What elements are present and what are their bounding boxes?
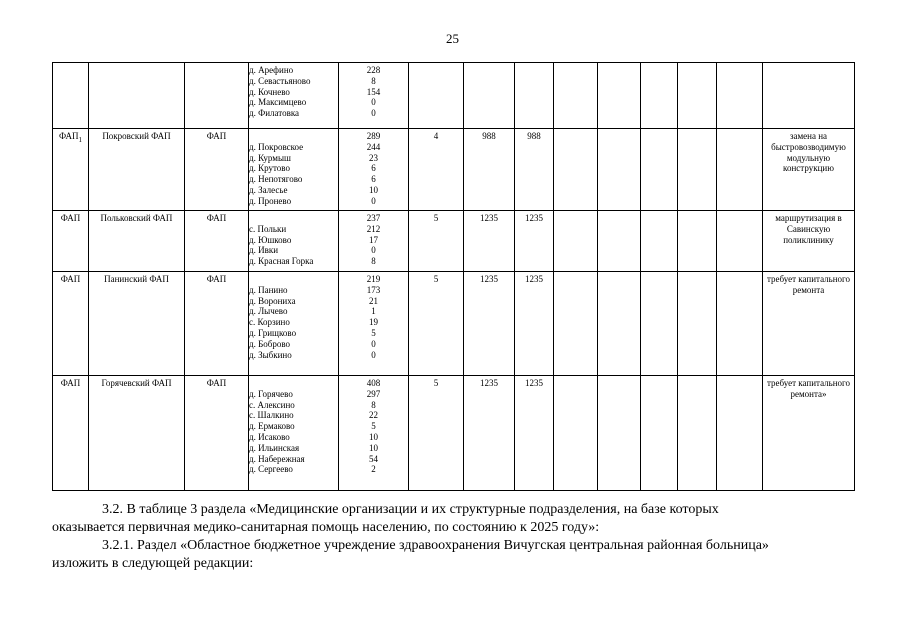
population-value: 228 bbox=[366, 65, 381, 75]
cell-name: Покровский ФАП bbox=[89, 129, 185, 211]
population-value: 0 bbox=[371, 349, 376, 360]
cell-area-2: 988 bbox=[515, 129, 554, 211]
population-value: 8 bbox=[371, 256, 376, 267]
place-name: д. Филатовка bbox=[249, 108, 300, 119]
cell-area: 1235 bbox=[464, 376, 515, 491]
cell-type bbox=[53, 376, 89, 491]
place-name: д. Покровское bbox=[249, 141, 304, 152]
cell-empty bbox=[717, 129, 763, 211]
population-value: 2 bbox=[371, 464, 376, 475]
cell-empty bbox=[598, 272, 641, 376]
place-name: д. Кочнево bbox=[249, 86, 290, 97]
cell-places bbox=[249, 129, 339, 211]
place-name: д. Ермаково bbox=[249, 421, 295, 432]
cell-empty bbox=[641, 63, 678, 129]
place-name: д. Юшково bbox=[249, 234, 292, 245]
cell-places bbox=[249, 272, 339, 376]
table-row bbox=[53, 211, 855, 272]
place-name: д. Набережная bbox=[249, 453, 305, 464]
cell-area bbox=[464, 63, 515, 129]
population-value: 5 bbox=[371, 421, 376, 432]
population-value: 0 bbox=[371, 108, 376, 119]
place-name: д. Севастьяново bbox=[249, 75, 311, 86]
population-value: 6 bbox=[371, 174, 376, 185]
place-name: с. Польки bbox=[249, 223, 287, 234]
cell-area: 1235 bbox=[464, 211, 515, 272]
cell-empty bbox=[554, 129, 598, 211]
cell-empty bbox=[554, 376, 598, 491]
population-value: 244 bbox=[366, 141, 381, 152]
population-value: 8 bbox=[371, 75, 376, 86]
place-name: д. Сергеево bbox=[249, 464, 293, 475]
cell-type bbox=[53, 63, 89, 129]
cell-type-text: ФАП bbox=[60, 274, 81, 284]
cell-population bbox=[339, 129, 409, 211]
cell-kind bbox=[185, 63, 249, 129]
place-name: д. Ивки bbox=[249, 245, 279, 256]
cell-category bbox=[409, 63, 464, 129]
place-name bbox=[249, 274, 338, 285]
cell-kind: ФАП bbox=[185, 376, 249, 491]
place-name: д. Непотягово bbox=[249, 174, 303, 185]
cell-note: маршрутизация в Савинскую поликлинику bbox=[763, 211, 855, 272]
paragraph-3-2-1: 3.2.1. Раздел «Областное бюджетное учреждение здравоохранения Вичугская центральная районная больница» bbox=[102, 538, 769, 553]
cell-places bbox=[249, 376, 339, 491]
cell-type bbox=[53, 129, 89, 211]
place-name: с. Алексино bbox=[249, 399, 295, 410]
population-value: 10 bbox=[369, 431, 378, 442]
cell-empty bbox=[641, 272, 678, 376]
cell-note: требует капитального ремонта» bbox=[763, 376, 855, 491]
cell-places bbox=[249, 63, 339, 129]
cell-places bbox=[249, 211, 339, 272]
population-value: 212 bbox=[366, 223, 381, 234]
place-name bbox=[249, 213, 338, 224]
cell-type-text: ФАП bbox=[58, 131, 79, 141]
place-name: д. Курмыш bbox=[249, 152, 291, 163]
cell-population bbox=[339, 63, 409, 129]
place-name: д. Крутово bbox=[249, 163, 290, 174]
cell-name bbox=[89, 63, 185, 129]
place-name: д. Панино bbox=[249, 284, 288, 295]
cell-kind: ФАП bbox=[185, 272, 249, 376]
cell-area: 988 bbox=[464, 129, 515, 211]
place-name: д. Ильинская bbox=[249, 442, 300, 453]
cell-empty bbox=[554, 63, 598, 129]
place-name: д. Ворониха bbox=[249, 295, 296, 306]
place-name: д. Исаково bbox=[249, 431, 290, 442]
population-value: 0 bbox=[371, 245, 376, 256]
place-name: д. Боброво bbox=[249, 338, 291, 349]
population-value: 173 bbox=[366, 284, 381, 295]
population-value: 17 bbox=[369, 234, 378, 245]
place-name: д. Арефино bbox=[249, 65, 294, 75]
population-value: 297 bbox=[366, 388, 381, 399]
population-value: 154 bbox=[366, 86, 381, 97]
place-name bbox=[249, 378, 338, 389]
population-value: 289 bbox=[366, 131, 381, 141]
cell-note: замена на быстровозводимую модульную конструкцию bbox=[763, 129, 855, 211]
cell-name: Панинский ФАП bbox=[89, 272, 185, 376]
cell-note bbox=[763, 63, 855, 129]
population-value: 5 bbox=[371, 327, 376, 338]
page-number: 25 bbox=[446, 31, 459, 46]
cell-empty bbox=[598, 129, 641, 211]
place-name: д. Залесье bbox=[249, 184, 288, 195]
place-name: д. Зыбкино bbox=[249, 349, 292, 360]
population-value: 408 bbox=[366, 378, 381, 388]
population-value: 21 bbox=[369, 295, 378, 306]
cell-area-2: 1235 bbox=[515, 272, 554, 376]
cell-area-2 bbox=[515, 63, 554, 129]
cell-empty bbox=[717, 272, 763, 376]
cell-type bbox=[53, 211, 89, 272]
cell-empty bbox=[717, 211, 763, 272]
cell-type bbox=[53, 272, 89, 376]
cell-empty bbox=[554, 272, 598, 376]
cell-empty bbox=[641, 129, 678, 211]
cell-empty bbox=[678, 376, 717, 491]
cell-category: 5 bbox=[409, 376, 464, 491]
cell-kind: ФАП bbox=[185, 211, 249, 272]
paragraph-3-2-cont: оказывается первичная медико-санитарная помощь населению, по состоянию к 2025 году»: bbox=[52, 520, 600, 535]
cell-area-2: 1235 bbox=[515, 211, 554, 272]
population-value: 54 bbox=[369, 453, 378, 464]
place-name: д. Максимцево bbox=[249, 97, 307, 108]
population-value: 19 bbox=[369, 317, 378, 328]
paragraph-3-2-1-cont: изложить в следующей редакции: bbox=[52, 556, 254, 571]
cell-empty bbox=[678, 129, 717, 211]
population-value: 23 bbox=[369, 152, 378, 163]
population-value: 0 bbox=[371, 97, 376, 108]
population-value: 0 bbox=[371, 338, 376, 349]
cell-population bbox=[339, 272, 409, 376]
cell-category: 5 bbox=[409, 211, 464, 272]
cell-empty bbox=[717, 376, 763, 491]
cell-population bbox=[339, 376, 409, 491]
table-row bbox=[53, 129, 855, 211]
cell-empty bbox=[598, 376, 641, 491]
place-name: д. Горячево bbox=[249, 388, 293, 399]
place-name: д. Грищково bbox=[249, 327, 297, 338]
population-value: 10 bbox=[369, 442, 378, 453]
cell-empty bbox=[678, 211, 717, 272]
cell-note: требует капитального ремонта bbox=[763, 272, 855, 376]
population-value: 10 bbox=[369, 184, 378, 195]
population-value: 1 bbox=[371, 306, 376, 317]
cell-name: Горячевский ФАП bbox=[89, 376, 185, 491]
cell-type-text: ФАП bbox=[60, 213, 81, 223]
cell-category: 5 bbox=[409, 272, 464, 376]
cell-empty bbox=[678, 63, 717, 129]
table-row bbox=[53, 63, 855, 129]
cell-category: 4 bbox=[409, 129, 464, 211]
cell-type-subscript: 1 bbox=[78, 135, 83, 144]
population-value: 219 bbox=[366, 274, 381, 284]
cell-name: Польковский ФАП bbox=[89, 211, 185, 272]
place-name: с. Корзино bbox=[249, 317, 290, 328]
cell-population bbox=[339, 211, 409, 272]
cell-empty bbox=[598, 211, 641, 272]
place-name: д. Лычево bbox=[249, 306, 288, 317]
cell-kind: ФАП bbox=[185, 129, 249, 211]
population-value: 6 bbox=[371, 163, 376, 174]
table-row bbox=[53, 272, 855, 376]
population-value: 22 bbox=[369, 410, 378, 421]
cell-empty bbox=[641, 211, 678, 272]
fap-table bbox=[52, 62, 855, 491]
cell-empty bbox=[554, 211, 598, 272]
cell-area-2: 1235 bbox=[515, 376, 554, 491]
cell-type-text: ФАП bbox=[60, 378, 81, 388]
cell-empty bbox=[641, 376, 678, 491]
place-name: с. Шалкино bbox=[249, 410, 294, 421]
place-name bbox=[249, 131, 338, 142]
population-value: 237 bbox=[366, 213, 381, 223]
place-name: д. Красная Горка bbox=[249, 256, 314, 267]
cell-empty bbox=[598, 63, 641, 129]
cell-empty bbox=[717, 63, 763, 129]
place-name: д. Пронево bbox=[249, 195, 292, 206]
paragraph-3-2: 3.2. В таблице 3 раздела «Медицинские организации и их структурные подразделения, на базе которых bbox=[102, 502, 719, 517]
cell-empty bbox=[678, 272, 717, 376]
cell-area: 1235 bbox=[464, 272, 515, 376]
table-row bbox=[53, 376, 855, 491]
population-value: 0 bbox=[371, 195, 376, 206]
population-value: 8 bbox=[371, 399, 376, 410]
